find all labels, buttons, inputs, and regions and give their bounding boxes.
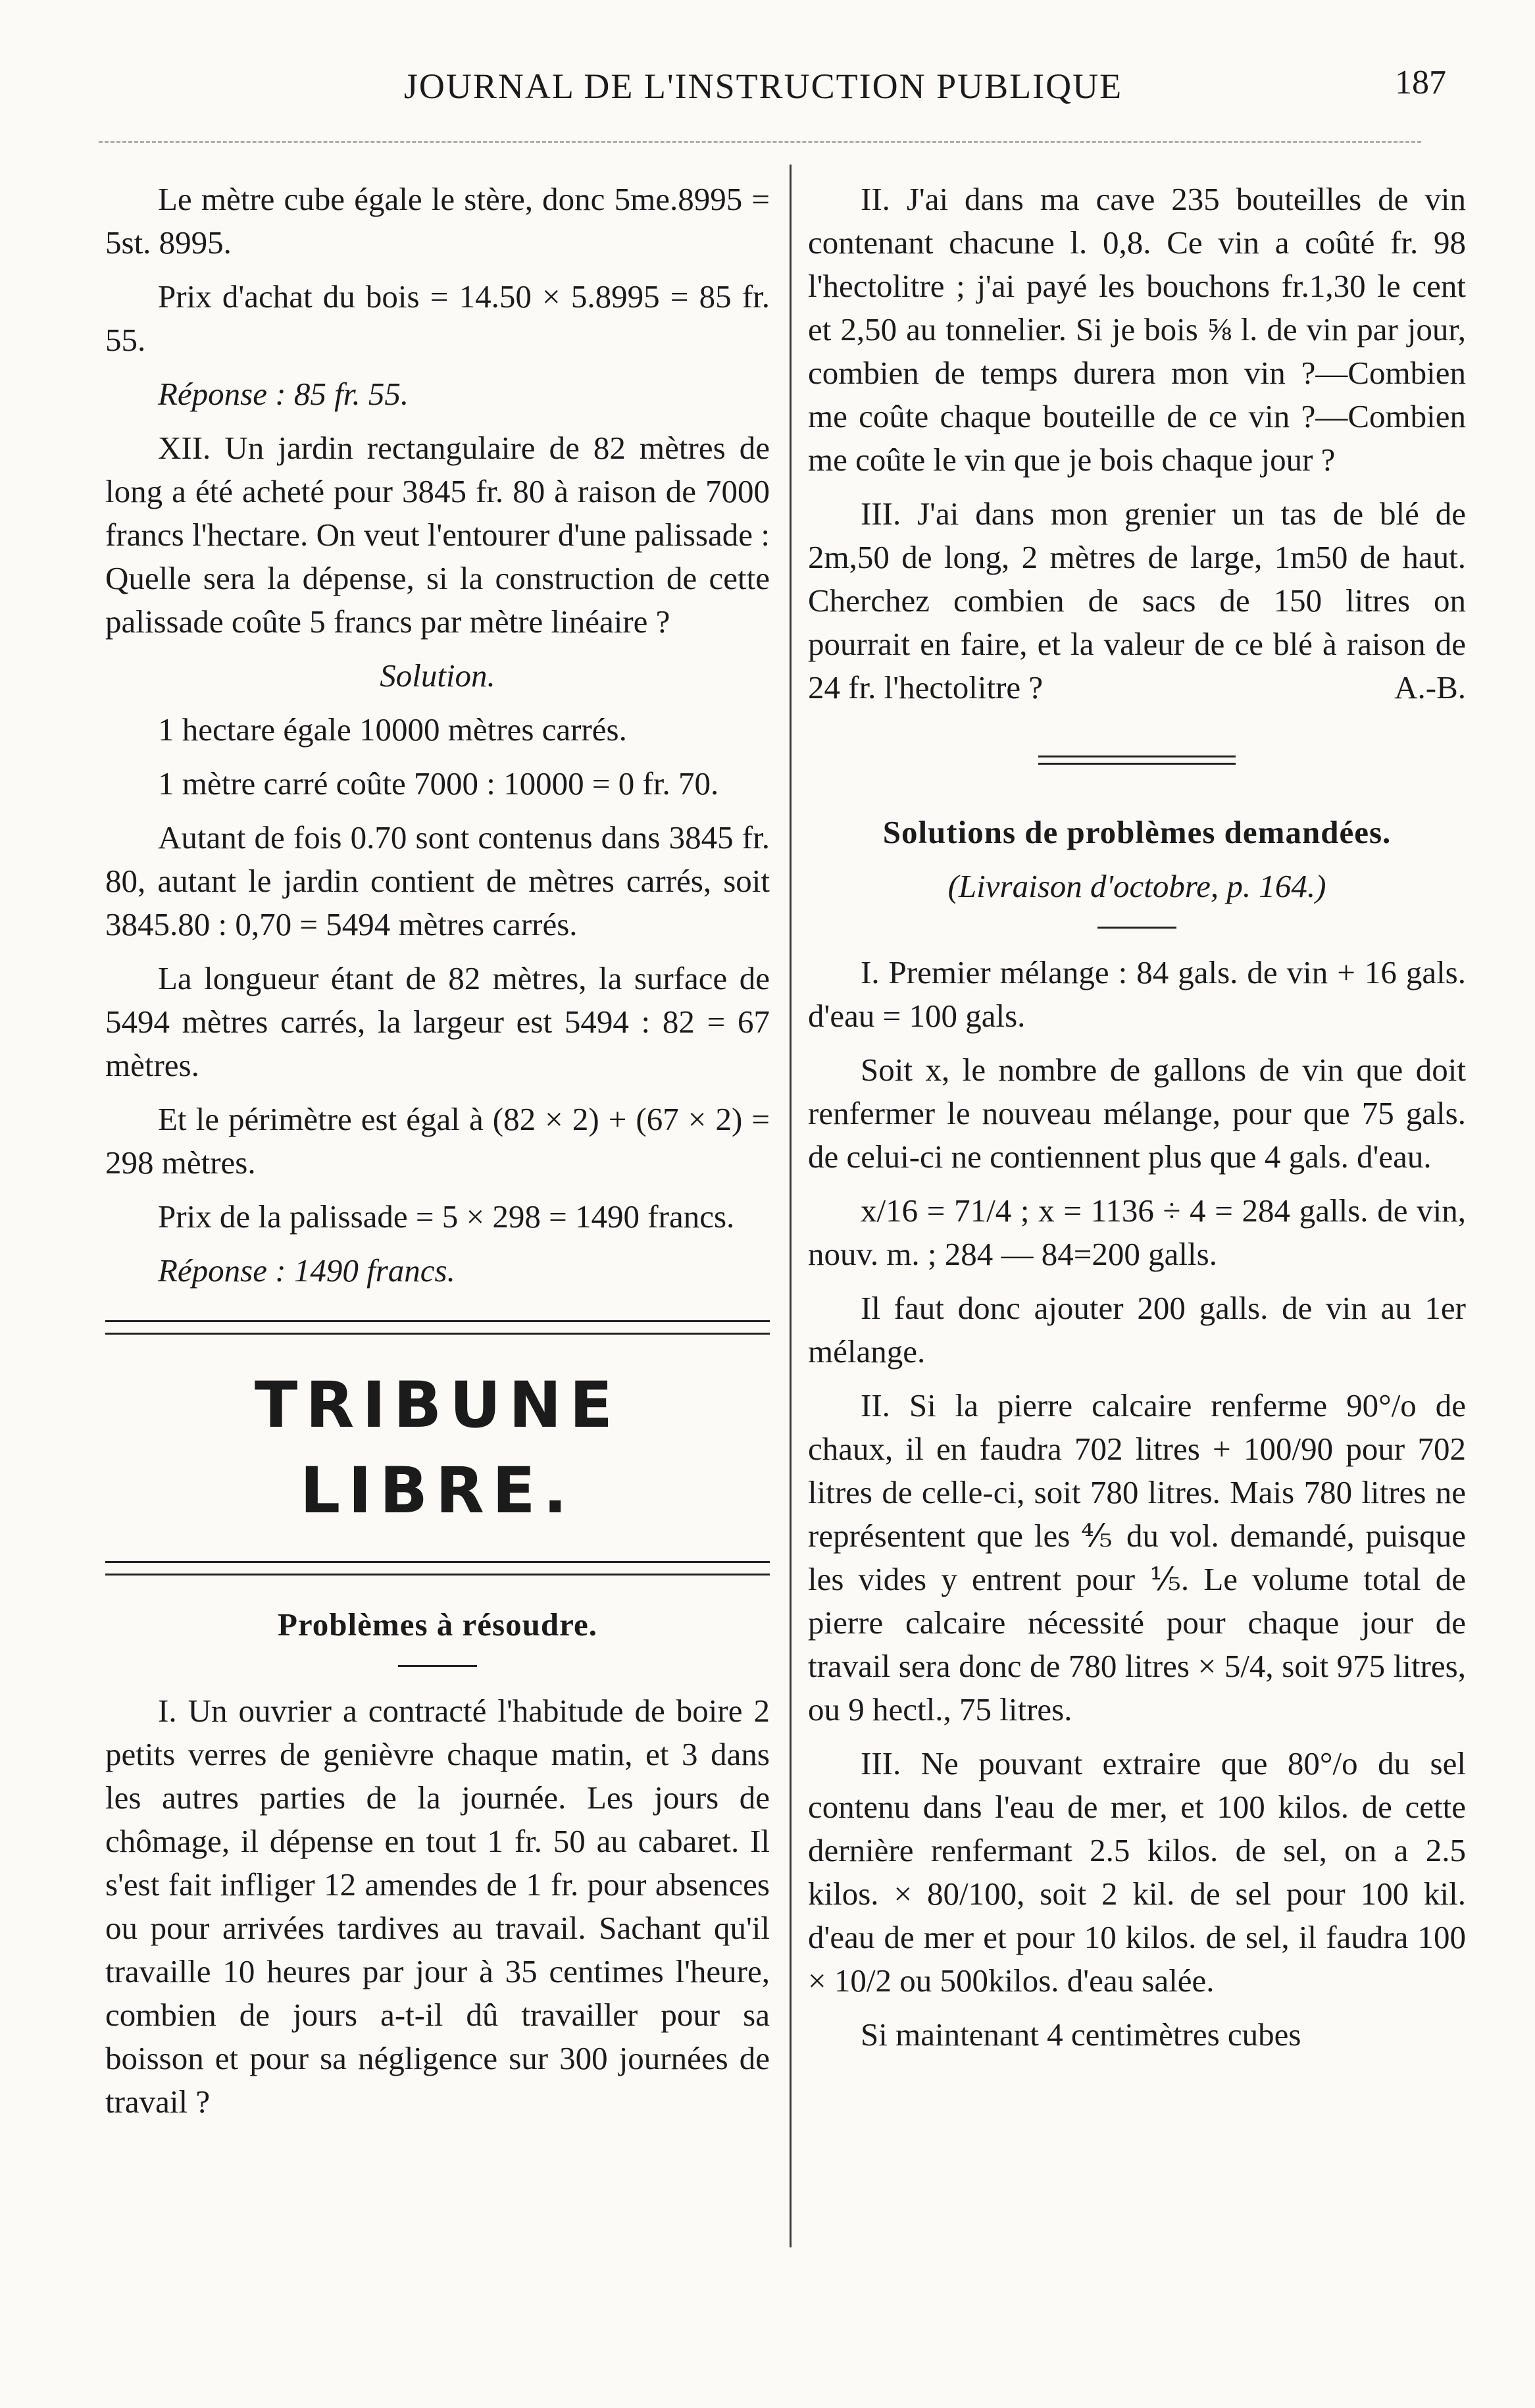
- problem-ii: II. J'ai dans ma cave 235 bouteilles de vin contenant chacune l. 0,8. Ce vin a coûté fr. 98 l'hectolitre ; j'ai payé les bouchons fr.1,30 le cent et 2,50 au tonnelier. Si je bois ⅝ l. de vin par jour, combien de temps durera mon vin ?—Combien me coûte chaque bouteille de ce vin ?—Combien me coûte le vin que je bois chaque jour ?: [808, 181, 1466, 478]
- paragraph: Il faut donc ajouter 200 galls. de vin au 1er mélange.: [808, 1290, 1466, 1370]
- author-signature: A.-B.: [1394, 669, 1466, 705]
- solution-label: Solution.: [380, 657, 495, 694]
- paragraph: Et le périmètre est égal à (82 × 2) + (67 × 2) = 298 mètres.: [105, 1101, 770, 1181]
- short-divider: [398, 1665, 477, 1667]
- paragraph: Si maintenant 4 centimètres cubes: [861, 2016, 1301, 2053]
- paragraph: Autant de fois 0.70 sont contenus dans 3845 fr. 80, autant le jardin contient de mètres carrés, soit 3845.80 : 0,70 = 5494 mètres carrés.: [105, 819, 770, 942]
- paragraph: Soit x, le nombre de gallons de vin que doit renfermer le nouveau mélange, pour que 75 gals. de celui-ci ne contiennent plus que 4 gals. d'eau.: [808, 1052, 1466, 1175]
- solutions-heading: Solutions de problèmes demandées.: [882, 814, 1392, 850]
- section-divider: [105, 1320, 770, 1335]
- paragraph: Le mètre cube égale le stère, donc 5me.8995 = 5st. 8995.: [105, 181, 770, 261]
- paragraph: 1 hectare égale 10000 mètres carrés.: [158, 711, 627, 748]
- section-divider: [1038, 756, 1236, 765]
- problem-i: I. Un ouvrier a contracté l'habitude de boire 2 petits verres de genièvre chaque matin, et 3 dans les autres parties de la journée. Les jours de chômage, il dépense en tout 1 fr. 50 au cabaret. Il s'est fait infliger 12 amendes de 1 fr. pour absences ou pour arrivées tardives au travail. Sachant qu'il travaille 10 heures par jour à 35 centimes l'heure, combien de jours a-t-il dû travailler pour sa boisson et pour sa négligence sur 300 journées de travail ?: [105, 1693, 770, 2120]
- problem-iii-text: III. J'ai dans mon grenier un tas de blé de 2m,50 de long, 2 mètres de large, 1m50 de haut. Cherchez combien de sacs de 150 litres on pourrait en faire, et la valeur de ce blé à raison de 24 fr. l'hectolitre ?: [808, 496, 1466, 705]
- paragraph: Prix d'achat du bois = 14.50 × 5.8995 = 85 fr. 55.: [105, 278, 770, 358]
- paragraph: 1 mètre carré coûte 7000 : 10000 = 0 fr. 70.: [158, 765, 719, 802]
- tribune-libre-title: TRIBUNE LIBRE.: [254, 1368, 621, 1527]
- solution-iii: III. Ne pouvant extraire que 80°/o du sel contenu dans l'eau de mer, et 100 kilos. de cette dernière renfermant 2.5 kilos. de sel, on a 2.5 kilos. × 80/100, soit 2 kil. de sel pour 100 kil. d'eau de mer et pour 10 kilos. de sel, il faudra 100 × 10/2 ou 500kilos. d'eau salée.: [808, 1745, 1466, 1999]
- right-column: [808, 178, 1466, 2067]
- paragraph: Prix de la palissade = 5 × 298 = 1490 francs.: [158, 1198, 735, 1235]
- column-divider: [790, 165, 792, 2247]
- page-number: 187: [1395, 64, 1446, 101]
- solution-i: I. Premier mélange : 84 gals. de vin + 16 gals. d'eau = 100 gals.: [808, 954, 1466, 1034]
- header-rule: [99, 141, 1421, 143]
- solution-ii: II. Si la pierre calcaire renferme 90°/o de chaux, il en faudra 702 litres + 100/90 pour 702 litres de celle-ci, soit 780 litres. Mais 780 litres ne représentent que les ⅘ du vol. demandé, puisque les vides y entrent pour ⅕. Le volume total de pierre calcaire nécessité pour chaque jour de travail sera donc de 780 litres × 5/4, soit 975 litres, ou 9 hectl., 75 litres.: [808, 1387, 1466, 1728]
- section-divider: [105, 1561, 770, 1575]
- solutions-reference: (Livraison d'octobre, p. 164.): [947, 868, 1326, 904]
- problem-xii: XII. Un jardin rectangulaire de 82 mètres de long a été acheté pour 3845 fr. 80 à raison de 7000 francs l'hectare. On veut l'entourer d'une palissade : Quelle sera la dépense, si la construction de cette palissade coûte 5 francs par mètre linéaire ?: [105, 430, 770, 640]
- paragraph: La longueur étant de 82 mètres, la surface de 5494 mètres carrés, la largeur est 5494 : 82 = 67 mètres.: [105, 960, 770, 1083]
- journal-header-title: JOURNAL DE L'INSTRUCTION PUBLIQUE: [403, 66, 1123, 106]
- left-column: [105, 178, 770, 2134]
- problems-heading: Problèmes à résoudre.: [278, 1606, 597, 1643]
- answer-line: Réponse : 1490 francs.: [158, 1252, 455, 1289]
- problem-iii: [808, 492, 1466, 709]
- paragraph: x/16 = 71/4 ; x = 1136 ÷ 4 = 284 galls. de vin, nouv. m. ; 284 — 84=200 galls.: [808, 1192, 1466, 1272]
- short-divider: [1097, 927, 1176, 929]
- answer-line: Réponse : 85 fr. 55.: [158, 376, 409, 412]
